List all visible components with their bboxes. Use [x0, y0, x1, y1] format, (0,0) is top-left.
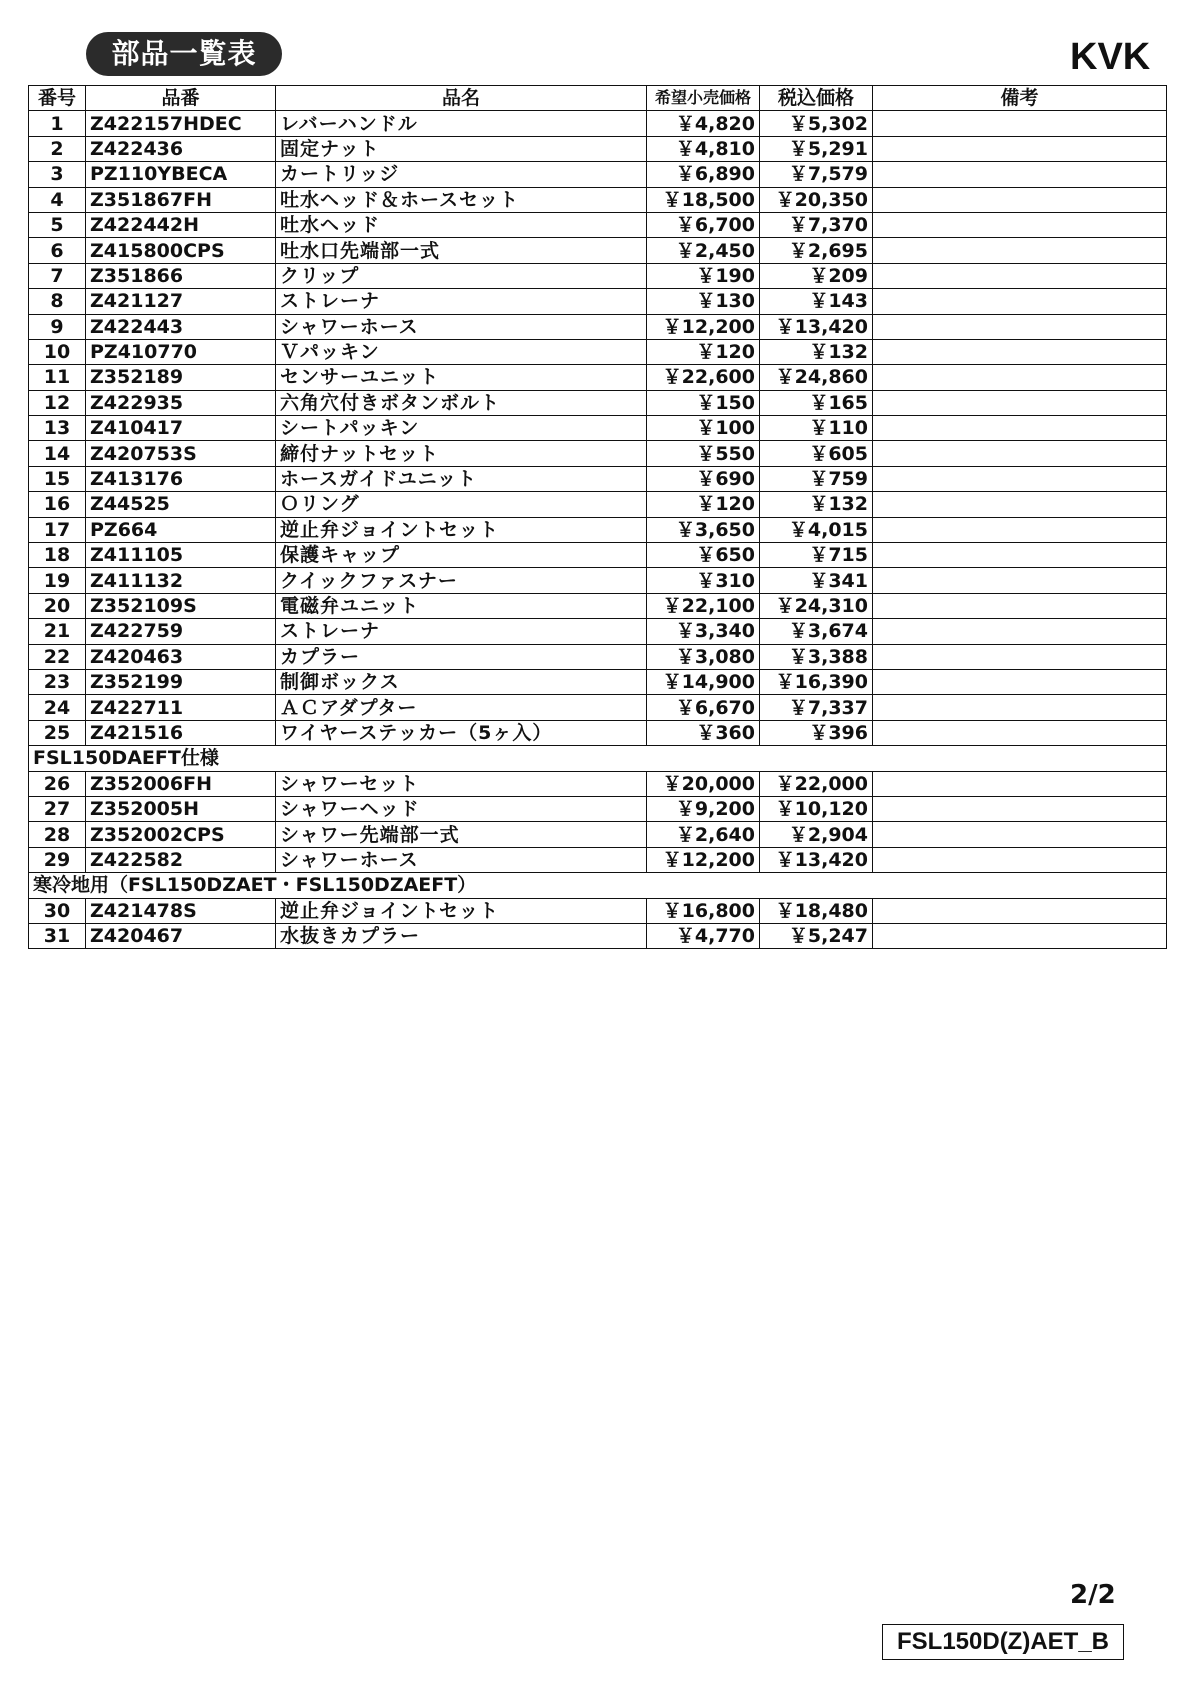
part-name-cell: クリップ	[276, 263, 647, 288]
part-name-cell: 逆止弁ジョイントセット	[276, 898, 647, 923]
part-name-cell: シートパッキン	[276, 416, 647, 441]
msrp-cell: ￥360	[647, 720, 760, 745]
table-row	[29, 517, 1167, 542]
part-name-cell: カートリッジ	[276, 162, 647, 187]
table-row	[29, 923, 1167, 948]
remarks-cell	[873, 263, 1167, 288]
part-name-cell: カプラー	[276, 644, 647, 669]
part-number-cell: 24	[29, 695, 86, 720]
tax-price-cell: ￥132	[760, 492, 873, 517]
table-row	[29, 416, 1167, 441]
tax-price-cell: ￥132	[760, 339, 873, 364]
table-row	[29, 390, 1167, 415]
remarks-cell	[873, 492, 1167, 517]
part-code-cell: Z411132	[86, 568, 276, 593]
msrp-cell: ￥6,700	[647, 212, 760, 237]
part-code-cell: Z352006FH	[86, 771, 276, 796]
part-code-cell: Z422436	[86, 136, 276, 161]
remarks-cell	[873, 416, 1167, 441]
table-row	[29, 847, 1167, 872]
part-code-cell: Z422442H	[86, 212, 276, 237]
part-name-cell: 水抜きカプラー	[276, 923, 647, 948]
remarks-cell	[873, 720, 1167, 745]
part-number-cell: 28	[29, 822, 86, 847]
part-code-cell: Z415800CPS	[86, 238, 276, 263]
tax-price-cell: ￥18,480	[760, 898, 873, 923]
tax-price-cell: ￥7,337	[760, 695, 873, 720]
remarks-cell	[873, 136, 1167, 161]
part-code-cell: Z422759	[86, 619, 276, 644]
remarks-cell	[873, 898, 1167, 923]
part-code-cell: Z44525	[86, 492, 276, 517]
remarks-cell	[873, 162, 1167, 187]
part-name-cell: クイックファスナー	[276, 568, 647, 593]
remarks-cell	[873, 238, 1167, 263]
part-code-cell: Z422711	[86, 695, 276, 720]
part-number-cell: 21	[29, 619, 86, 644]
part-code-cell: Z351866	[86, 263, 276, 288]
remarks-cell	[873, 923, 1167, 948]
msrp-cell: ￥6,890	[647, 162, 760, 187]
msrp-cell: ￥100	[647, 416, 760, 441]
part-code-cell: Z422582	[86, 847, 276, 872]
part-code-cell: Z421516	[86, 720, 276, 745]
tax-price-cell: ￥143	[760, 289, 873, 314]
msrp-cell: ￥4,770	[647, 923, 760, 948]
tax-price-cell: ￥715	[760, 543, 873, 568]
part-number-cell: 25	[29, 720, 86, 745]
part-name-cell: 吐水ヘッド	[276, 212, 647, 237]
document-code: FSL150D(Z)AET_B	[882, 1624, 1124, 1660]
msrp-cell: ￥22,100	[647, 593, 760, 618]
part-number-cell: 20	[29, 593, 86, 618]
part-name-cell: ストレーナ	[276, 289, 647, 314]
table-row	[29, 212, 1167, 237]
remarks-cell	[873, 339, 1167, 364]
remarks-cell	[873, 187, 1167, 212]
part-name-cell: シャワーホース	[276, 314, 647, 339]
tax-price-cell: ￥2,695	[760, 238, 873, 263]
part-code-cell: Z411105	[86, 543, 276, 568]
tax-price-cell: ￥2,904	[760, 822, 873, 847]
msrp-cell: ￥12,200	[647, 314, 760, 339]
tax-price-cell: ￥396	[760, 720, 873, 745]
table-row	[29, 289, 1167, 314]
msrp-cell: ￥2,640	[647, 822, 760, 847]
table-row	[29, 441, 1167, 466]
tax-price-cell: ￥5,291	[760, 136, 873, 161]
part-number-cell: 17	[29, 517, 86, 542]
table-row	[29, 339, 1167, 364]
part-number-cell: 29	[29, 847, 86, 872]
part-number-cell: 23	[29, 669, 86, 694]
table-row	[29, 593, 1167, 618]
part-number-cell: 9	[29, 314, 86, 339]
part-name-cell: レバーハンドル	[276, 111, 647, 136]
header-remarks: 備考	[873, 86, 1167, 111]
part-number-cell: 3	[29, 162, 86, 187]
remarks-cell	[873, 543, 1167, 568]
remarks-cell	[873, 644, 1167, 669]
table-row	[29, 720, 1167, 745]
part-number-cell: 19	[29, 568, 86, 593]
remarks-cell	[873, 796, 1167, 821]
msrp-cell: ￥6,670	[647, 695, 760, 720]
part-number-cell: 27	[29, 796, 86, 821]
part-name-cell: 制御ボックス	[276, 669, 647, 694]
tax-price-cell: ￥13,420	[760, 314, 873, 339]
tax-price-cell: ￥7,579	[760, 162, 873, 187]
table-row	[29, 466, 1167, 491]
msrp-cell: ￥4,820	[647, 111, 760, 136]
tax-price-cell: ￥10,120	[760, 796, 873, 821]
section-row-cold-region	[29, 873, 1167, 898]
table-row	[29, 162, 1167, 187]
part-code-cell: Z352109S	[86, 593, 276, 618]
kvk-logo: KVK	[1070, 36, 1151, 78]
tax-price-cell: ￥24,310	[760, 593, 873, 618]
part-name-cell: 締付ナットセット	[276, 441, 647, 466]
header-tax-price: 税込価格	[760, 86, 873, 111]
part-code-cell: PZ110YBECA	[86, 162, 276, 187]
tax-price-cell: ￥759	[760, 466, 873, 491]
tax-price-cell: ￥4,015	[760, 517, 873, 542]
remarks-cell	[873, 568, 1167, 593]
table-row	[29, 771, 1167, 796]
part-number-cell: 6	[29, 238, 86, 263]
part-name-cell: 逆止弁ジョイントセット	[276, 517, 647, 542]
part-number-cell: 1	[29, 111, 86, 136]
table-row	[29, 238, 1167, 263]
table-row	[29, 619, 1167, 644]
remarks-cell	[873, 695, 1167, 720]
remarks-cell	[873, 314, 1167, 339]
remarks-cell	[873, 289, 1167, 314]
part-name-cell: シャワーホース	[276, 847, 647, 872]
part-code-cell: Z352189	[86, 365, 276, 390]
msrp-cell: ￥2,450	[647, 238, 760, 263]
msrp-cell: ￥12,200	[647, 847, 760, 872]
part-number-cell: 10	[29, 339, 86, 364]
table-row	[29, 187, 1167, 212]
tax-price-cell: ￥3,674	[760, 619, 873, 644]
msrp-cell: ￥16,800	[647, 898, 760, 923]
part-code-cell: Z420463	[86, 644, 276, 669]
parts-list-table	[28, 85, 1167, 949]
table-row	[29, 543, 1167, 568]
tax-price-cell: ￥13,420	[760, 847, 873, 872]
part-number-cell: 18	[29, 543, 86, 568]
tax-price-cell: ￥16,390	[760, 669, 873, 694]
page-title: 部品一覧表	[86, 32, 282, 76]
part-number-cell: 13	[29, 416, 86, 441]
msrp-cell: ￥4,810	[647, 136, 760, 161]
header-no: 番号	[29, 86, 86, 111]
part-number-cell: 15	[29, 466, 86, 491]
part-name-cell: ストレーナ	[276, 619, 647, 644]
page-number: 2/2	[1070, 1580, 1116, 1610]
tax-price-cell: ￥3,388	[760, 644, 873, 669]
remarks-cell	[873, 365, 1167, 390]
part-code-cell: Z422443	[86, 314, 276, 339]
tax-price-cell: ￥24,860	[760, 365, 873, 390]
msrp-cell: ￥190	[647, 263, 760, 288]
msrp-cell: ￥18,500	[647, 187, 760, 212]
remarks-cell	[873, 847, 1167, 872]
part-code-cell: Z352002CPS	[86, 822, 276, 847]
table-row	[29, 822, 1167, 847]
tax-price-cell: ￥165	[760, 390, 873, 415]
tax-price-cell: ￥5,302	[760, 111, 873, 136]
part-name-cell: センサーユニット	[276, 365, 647, 390]
table-row	[29, 796, 1167, 821]
part-name-cell: 固定ナット	[276, 136, 647, 161]
msrp-cell: ￥14,900	[647, 669, 760, 694]
part-name-cell: 吐水ヘッド＆ホースセット	[276, 187, 647, 212]
part-name-cell: ＡＣアダプター	[276, 695, 647, 720]
table-row	[29, 111, 1167, 136]
msrp-cell: ￥3,080	[647, 644, 760, 669]
table-row	[29, 669, 1167, 694]
msrp-cell: ￥20,000	[647, 771, 760, 796]
header-msrp: 希望小売価格	[647, 86, 760, 111]
section-label: 寒冷地用（FSL150DZAET・FSL150DZAEFT）	[29, 873, 1167, 898]
part-code-cell: Z410417	[86, 416, 276, 441]
part-number-cell: 30	[29, 898, 86, 923]
remarks-cell	[873, 771, 1167, 796]
part-name-cell: シャワー先端部一式	[276, 822, 647, 847]
part-number-cell: 7	[29, 263, 86, 288]
remarks-cell	[873, 517, 1167, 542]
remarks-cell	[873, 619, 1167, 644]
msrp-cell: ￥130	[647, 289, 760, 314]
msrp-cell: ￥650	[647, 543, 760, 568]
tax-price-cell: ￥209	[760, 263, 873, 288]
part-name-cell: 吐水口先端部一式	[276, 238, 647, 263]
part-number-cell: 31	[29, 923, 86, 948]
table-row	[29, 263, 1167, 288]
table-row	[29, 898, 1167, 923]
part-name-cell: ホースガイドユニット	[276, 466, 647, 491]
part-name-cell: Ｖパッキン	[276, 339, 647, 364]
msrp-cell: ￥150	[647, 390, 760, 415]
remarks-cell	[873, 669, 1167, 694]
tax-price-cell: ￥341	[760, 568, 873, 593]
msrp-cell: ￥690	[647, 466, 760, 491]
table-row	[29, 314, 1167, 339]
msrp-cell: ￥120	[647, 492, 760, 517]
table-row	[29, 568, 1167, 593]
table-row	[29, 492, 1167, 517]
table-row	[29, 695, 1167, 720]
header-code: 品番	[86, 86, 276, 111]
part-code-cell: PZ664	[86, 517, 276, 542]
remarks-cell	[873, 111, 1167, 136]
tax-price-cell: ￥7,370	[760, 212, 873, 237]
part-name-cell: 保護キャップ	[276, 543, 647, 568]
part-name-cell: シャワーセット	[276, 771, 647, 796]
part-code-cell: Z421127	[86, 289, 276, 314]
part-name-cell: シャワーヘッド	[276, 796, 647, 821]
part-number-cell: 5	[29, 212, 86, 237]
part-number-cell: 11	[29, 365, 86, 390]
remarks-cell	[873, 593, 1167, 618]
tax-price-cell: ￥605	[760, 441, 873, 466]
table-row	[29, 365, 1167, 390]
part-number-cell: 14	[29, 441, 86, 466]
remarks-cell	[873, 212, 1167, 237]
part-code-cell: Z352199	[86, 669, 276, 694]
msrp-cell: ￥3,340	[647, 619, 760, 644]
tax-price-cell: ￥5,247	[760, 923, 873, 948]
part-number-cell: 4	[29, 187, 86, 212]
msrp-cell: ￥22,600	[647, 365, 760, 390]
part-name-cell: ワイヤーステッカー（5ヶ入）	[276, 720, 647, 745]
tax-price-cell: ￥110	[760, 416, 873, 441]
tax-price-cell: ￥22,000	[760, 771, 873, 796]
part-code-cell: Z420467	[86, 923, 276, 948]
part-name-cell: 電磁弁ユニット	[276, 593, 647, 618]
table-row	[29, 644, 1167, 669]
part-number-cell: 16	[29, 492, 86, 517]
part-name-cell: Ｏリング	[276, 492, 647, 517]
remarks-cell	[873, 822, 1167, 847]
part-code-cell: Z351867FH	[86, 187, 276, 212]
remarks-cell	[873, 390, 1167, 415]
part-code-cell: Z352005H	[86, 796, 276, 821]
msrp-cell: ￥9,200	[647, 796, 760, 821]
part-name-cell: 六角穴付きボタンボルト	[276, 390, 647, 415]
part-number-cell: 26	[29, 771, 86, 796]
part-code-cell: Z420753S	[86, 441, 276, 466]
table-header-row	[29, 86, 1167, 111]
remarks-cell	[873, 466, 1167, 491]
tax-price-cell: ￥20,350	[760, 187, 873, 212]
section-row-fsl150daeft	[29, 746, 1167, 771]
part-number-cell: 12	[29, 390, 86, 415]
table-row	[29, 136, 1167, 161]
msrp-cell: ￥550	[647, 441, 760, 466]
part-code-cell: Z422157HDEC	[86, 111, 276, 136]
part-number-cell: 22	[29, 644, 86, 669]
part-code-cell: PZ410770	[86, 339, 276, 364]
msrp-cell: ￥120	[647, 339, 760, 364]
part-code-cell: Z421478S	[86, 898, 276, 923]
msrp-cell: ￥310	[647, 568, 760, 593]
part-code-cell: Z413176	[86, 466, 276, 491]
part-number-cell: 8	[29, 289, 86, 314]
remarks-cell	[873, 441, 1167, 466]
header-name: 品名	[276, 86, 647, 111]
section-label: FSL150DAEFT仕様	[29, 746, 1167, 771]
part-number-cell: 2	[29, 136, 86, 161]
part-code-cell: Z422935	[86, 390, 276, 415]
msrp-cell: ￥3,650	[647, 517, 760, 542]
